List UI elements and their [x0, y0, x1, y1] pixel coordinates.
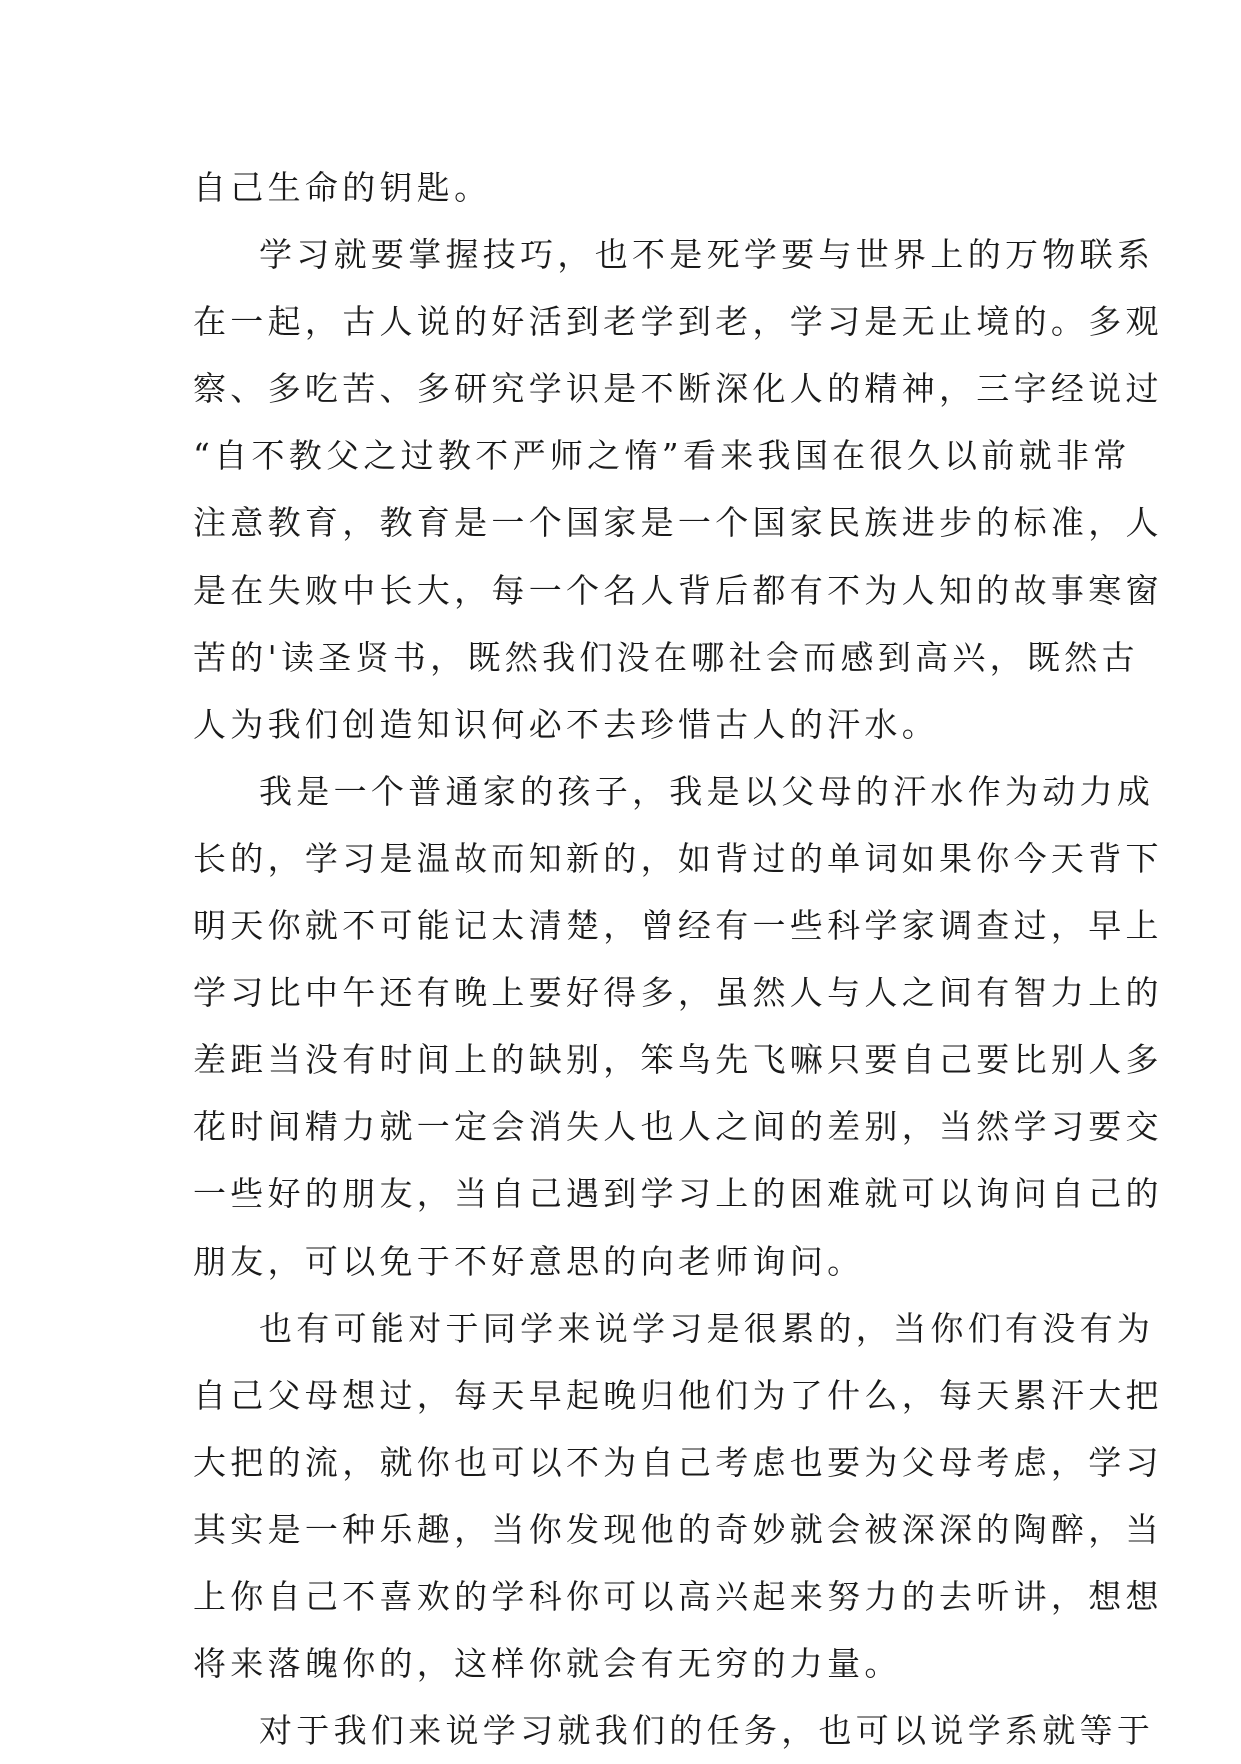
- paragraph-start-line: 我是一个普通家的孩子，我是以父母的汗水作为动力成: [259, 771, 1155, 811]
- text-line: 差距当没有时间上的缺别，笨鸟先飞嘛只要自己要比别人多: [193, 1040, 1163, 1080]
- text-line: “自不教父之过教不严师之惰”看来我国在很久以前就非常: [193, 436, 1131, 476]
- text-line: 花时间精力就一定会消失人也人之间的差别，当然学习要交: [193, 1107, 1163, 1147]
- text-line: 长的，学习是温故而知新的，如背过的单词如果你今天背下: [193, 838, 1163, 878]
- text-line: 在一起，古人说的好活到老学到老，学习是无止境的。多观: [193, 302, 1163, 342]
- text-line: 一些好的朋友，当自己遇到学习上的困难就可以询问自己的: [193, 1174, 1163, 1214]
- text-line: 人为我们创造知识何必不去珍惜古人的汗水。: [193, 704, 939, 744]
- text-line: 注意教育，教育是一个国家是一个国家民族进步的标准，人: [193, 503, 1163, 543]
- text-line: 明天你就不可能记太清楚，曾经有一些科学家调查过，早上: [193, 906, 1163, 946]
- text-line: 是在失败中长大，每一个名人背后都有不为人知的故事寒窗: [193, 570, 1163, 610]
- body-text: [193, 154, 1163, 1764]
- text-line: 将来落魄你的，这样你就会有无穷的力量。: [193, 1644, 902, 1684]
- text-line: 其实是一种乐趣，当你发现他的奇妙就会被深深的陶醉，当: [193, 1509, 1163, 1549]
- text-line: 上你自己不喜欢的学科你可以高兴起来努力的去听讲，想想: [193, 1576, 1163, 1616]
- paragraph-start-line: 学习就要掌握技巧，也不是死学要与世界上的万物联系: [259, 235, 1155, 275]
- text-line: 学习比中午还有晚上要好得多，虽然人与人之间有智力上的: [193, 973, 1163, 1013]
- text-line: 苦的'读圣贤书，既然我们没在哪社会而感到高兴，既然古: [193, 637, 1139, 677]
- text-line: 自己生命的钥匙。: [193, 168, 492, 207]
- text-line: 自己父母想过，每天早起晚归他们为了什么，每天累汗大把: [193, 1375, 1163, 1415]
- paragraph-start-line: 对于我们来说学习就我们的任务，也可以说学系就等于: [259, 1711, 1155, 1751]
- paragraph-start-line: 也有可能对于同学来说学习是很累的，当你们有没有为: [259, 1308, 1155, 1348]
- text-line: 朋友，可以免于不好意思的向老师询问。: [193, 1241, 865, 1281]
- text-line: 大把的流，就你也可以不为自己考虑也要为父母考虑，学习: [193, 1442, 1163, 1482]
- text-line: 察、多吃苦、多研究学识是不断深化人的精神，三字经说过: [193, 369, 1163, 409]
